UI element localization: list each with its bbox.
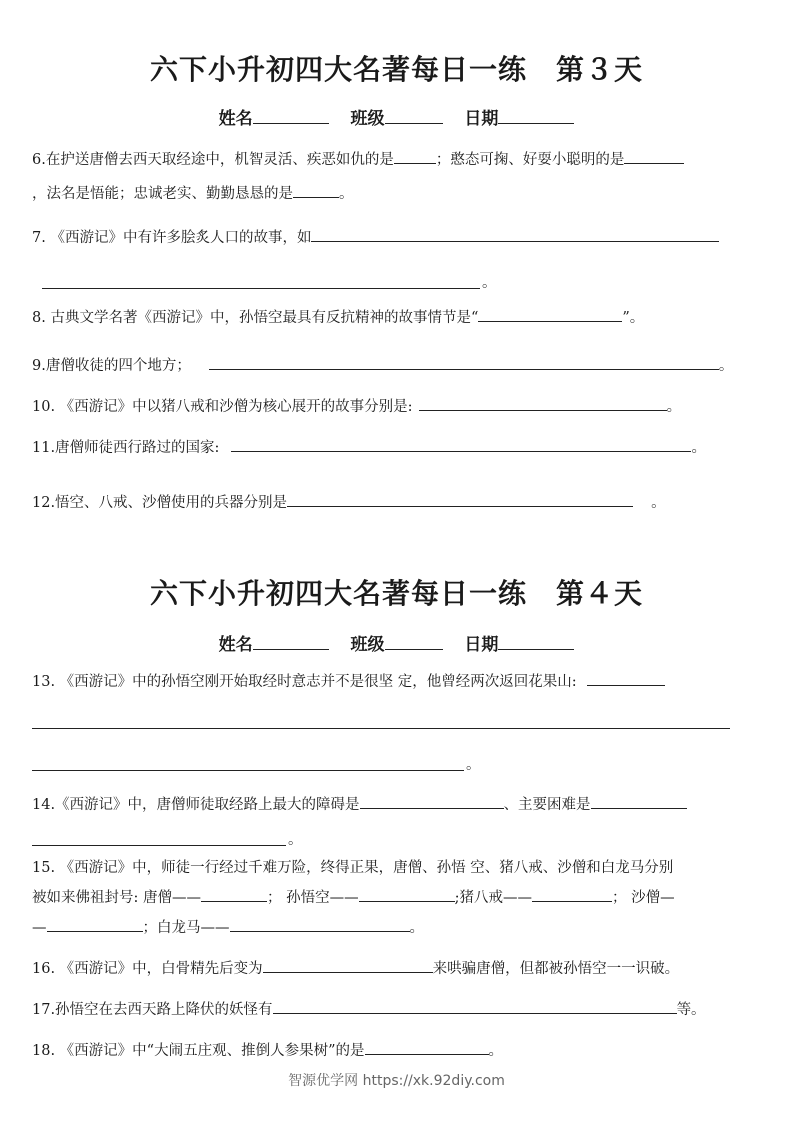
answer-blank[interactable] [231,450,691,452]
answer-blank[interactable] [624,162,684,164]
class-blank[interactable] [385,122,443,124]
question-12: 12.悟空、八戒、沙僧使用的兵器分别是 。 [32,495,666,511]
answer-blank[interactable] [230,930,410,932]
class-label: 班级 [350,635,385,655]
question-6-line2: ，法名是悟能；忠诚老实、勤勤恳恳的是 。 [32,186,354,202]
answer-blank[interactable] [201,900,267,902]
worksheet-title-day4: 六下小升初四大名著每日一练 第４天 [149,577,643,610]
answer-blank[interactable] [293,196,339,198]
answer-line[interactable] [32,845,286,846]
question-14-end: 。 [288,832,303,848]
question-10: 10. 《西游记》中以猪八戒和沙僧为核心展开的故事分别是: 。 [32,399,682,415]
answer-line[interactable] [32,728,730,729]
answer-blank[interactable] [591,807,687,809]
name-label: 姓名 [218,109,253,129]
question-14-line1: 14.《西游记》中，唐僧师徒取经路上最大的障碍是 、主要困难是 [32,794,687,816]
footer-watermark: 智源优学网 https://xk.92diy.com [288,1073,505,1089]
class-blank[interactable] [385,648,443,650]
answer-blank[interactable] [287,505,633,507]
answer-line[interactable] [32,770,464,771]
question-11: 11.唐僧师徒西行路过的国家: 。 [32,440,706,456]
question-8: 8. 古典文学名著《西游记》中，孙悟空最具有反抗精神的故事情节是“ ”。 [32,310,645,326]
answer-blank[interactable] [394,162,436,164]
answer-blank[interactable] [359,900,455,902]
name-blank[interactable] [253,648,329,650]
answer-blank[interactable] [47,930,143,932]
answer-blank[interactable] [478,320,622,322]
answer-blank[interactable] [311,240,719,242]
question-17: 17.孙悟空在去西天路上降伏的妖怪有 等。 [32,1002,706,1018]
answer-blank[interactable] [587,684,665,686]
answer-blank[interactable] [263,971,433,973]
question-6-line1: 6.在护送唐僧去西天取经途中，机智灵活、疾恶如仇的是 ；憨态可掬、好耍小聪明的是 [32,149,684,171]
question-13-end: 。 [466,757,481,773]
date-label: 日期 [464,109,499,129]
question-7-end: 。 [482,275,497,291]
answer-blank[interactable] [365,1053,489,1055]
question-15-line1: 15. 《西游记》中，师徒一行经过千难万险，终得正果，唐僧、孙悟 空、猪八戒、沙僧和白龙马分别 [32,860,674,876]
question-13-line1: 13. 《西游记》中的孙悟空刚开始取经时意志并不是很坚 定，他曾经两次返回花果山: [32,671,665,693]
answer-blank[interactable] [209,368,719,370]
answer-blank[interactable] [273,1012,677,1014]
answer-line[interactable] [42,288,480,289]
name-blank[interactable] [253,122,329,124]
student-info-day3 [0,104,793,129]
question-7-line1: 7. 《西游记》中有许多脍炙人口的故事，如 [32,227,719,249]
question-16: 16. 《西游记》中，白骨精先后变为 来哄骗唐僧，但都被孙悟空一一识破。 [32,961,680,977]
date-blank[interactable] [498,648,574,650]
question-9: 9.唐僧收徒的四个地方； 。 [32,358,734,374]
date-blank[interactable] [498,122,574,124]
answer-blank[interactable] [419,409,667,411]
worksheet-title-day3: 六下小升初四大名著每日一练 第３天 [149,53,643,86]
student-info-day4 [0,630,793,655]
answer-blank[interactable] [360,807,504,809]
question-15-line3: — ；白龙马—— 。 [32,920,424,936]
date-label: 日期 [464,635,499,655]
question-18: 18. 《西游记》中“大闹五庄观、推倒人参果树”的是 。 [32,1043,503,1059]
answer-blank[interactable] [532,900,612,902]
class-label: 班级 [350,109,385,129]
name-label: 姓名 [218,635,253,655]
question-15-line2: 被如来佛祖封号: 唐僧—— ； 孙悟空—— ;猪八戒—— ； 沙僧— [32,890,675,906]
